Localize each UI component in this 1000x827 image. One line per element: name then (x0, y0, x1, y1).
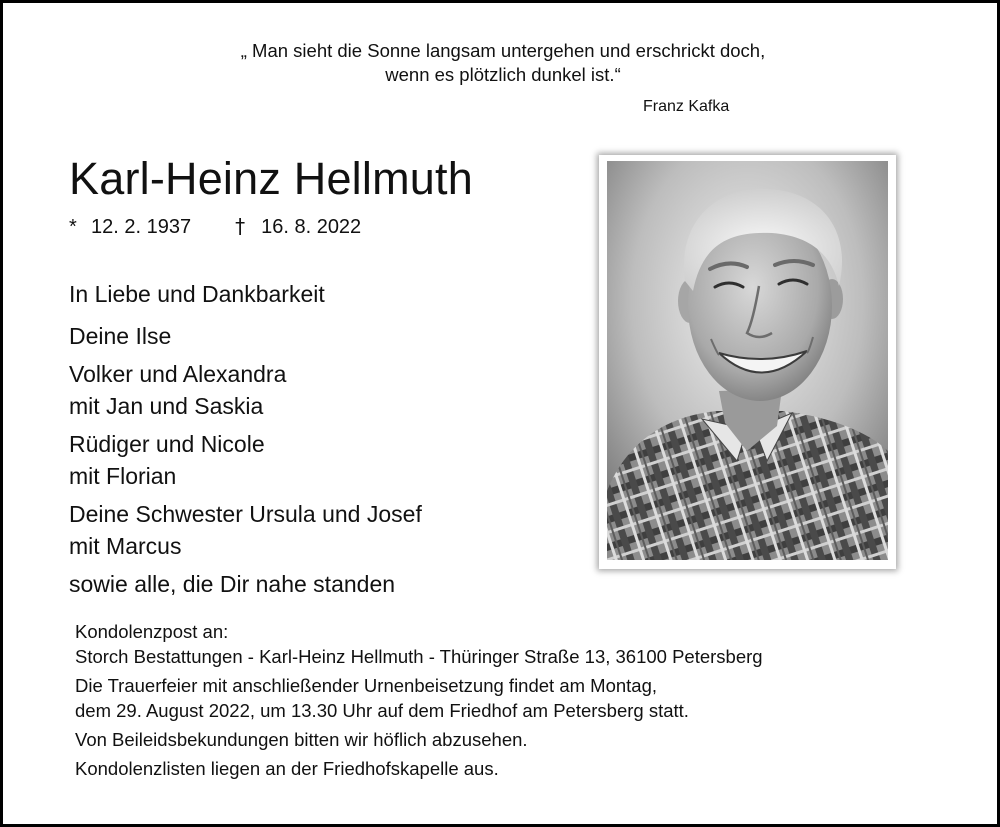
deceased-name: Karl-Heinz Hellmuth (69, 153, 473, 204)
mourner-line: mit Jan und Saskia (69, 393, 264, 419)
mourner-group (69, 428, 422, 492)
portrait-frame (599, 155, 896, 569)
mourner-line: Deine Schwester Ursula und Josef (69, 501, 422, 527)
funeral-information (75, 619, 763, 781)
mourner-group (69, 320, 422, 352)
mourner-line: mit Florian (69, 463, 177, 489)
mourner-line: sowie alle, die Dir nahe standen (69, 571, 396, 597)
ceremony-line-1: Die Trauerfeier mit anschließender Urnenbeisetzung findet am Montag, (75, 675, 658, 696)
dedication: In Liebe und Dankbarkeit (69, 281, 325, 307)
quote (103, 39, 903, 87)
birth-symbol: * (69, 216, 77, 238)
mourner-group (69, 498, 422, 562)
quote-author: Franz Kafka (643, 98, 730, 115)
mourners-list (69, 320, 422, 606)
ceremony-line-2: dem 29. August 2022, um 13.30 Uhr auf dem Friedhof am Petersberg statt. (75, 700, 689, 721)
death-symbol: † (235, 214, 246, 238)
portrait-photo (607, 161, 888, 560)
birth-date: 12. 2. 1937 (91, 216, 192, 238)
mourner-line: mit Marcus (69, 533, 182, 559)
mourner-line: Deine Ilse (69, 323, 172, 349)
mourner-line: Rüdiger und Nicole (69, 431, 265, 457)
condolence-address: Storch Bestattungen - Karl-Heinz Hellmuth - Thüringer Straße 13, 36100 Petersberg (75, 646, 763, 667)
quote-line-1: „ Man sieht die Sonne langsam untergehen und erschrickt doch, (240, 40, 766, 61)
quote-line-2: wenn es plötzlich dunkel ist.“ (385, 64, 621, 85)
mourner-group (69, 358, 422, 422)
condolence-lists: Kondolenzlisten liegen an der Friedhofskapelle aus. (75, 758, 499, 779)
condolence-label: Kondolenzpost an: (75, 621, 229, 642)
mourner-line: Volker und Alexandra (69, 361, 287, 387)
life-dates (69, 213, 361, 240)
condolence-request: Von Beileidsbekundungen bitten wir höflich abzusehen. (75, 729, 528, 750)
death-date: 16. 8. 2022 (261, 216, 362, 238)
mourner-group (69, 568, 422, 600)
